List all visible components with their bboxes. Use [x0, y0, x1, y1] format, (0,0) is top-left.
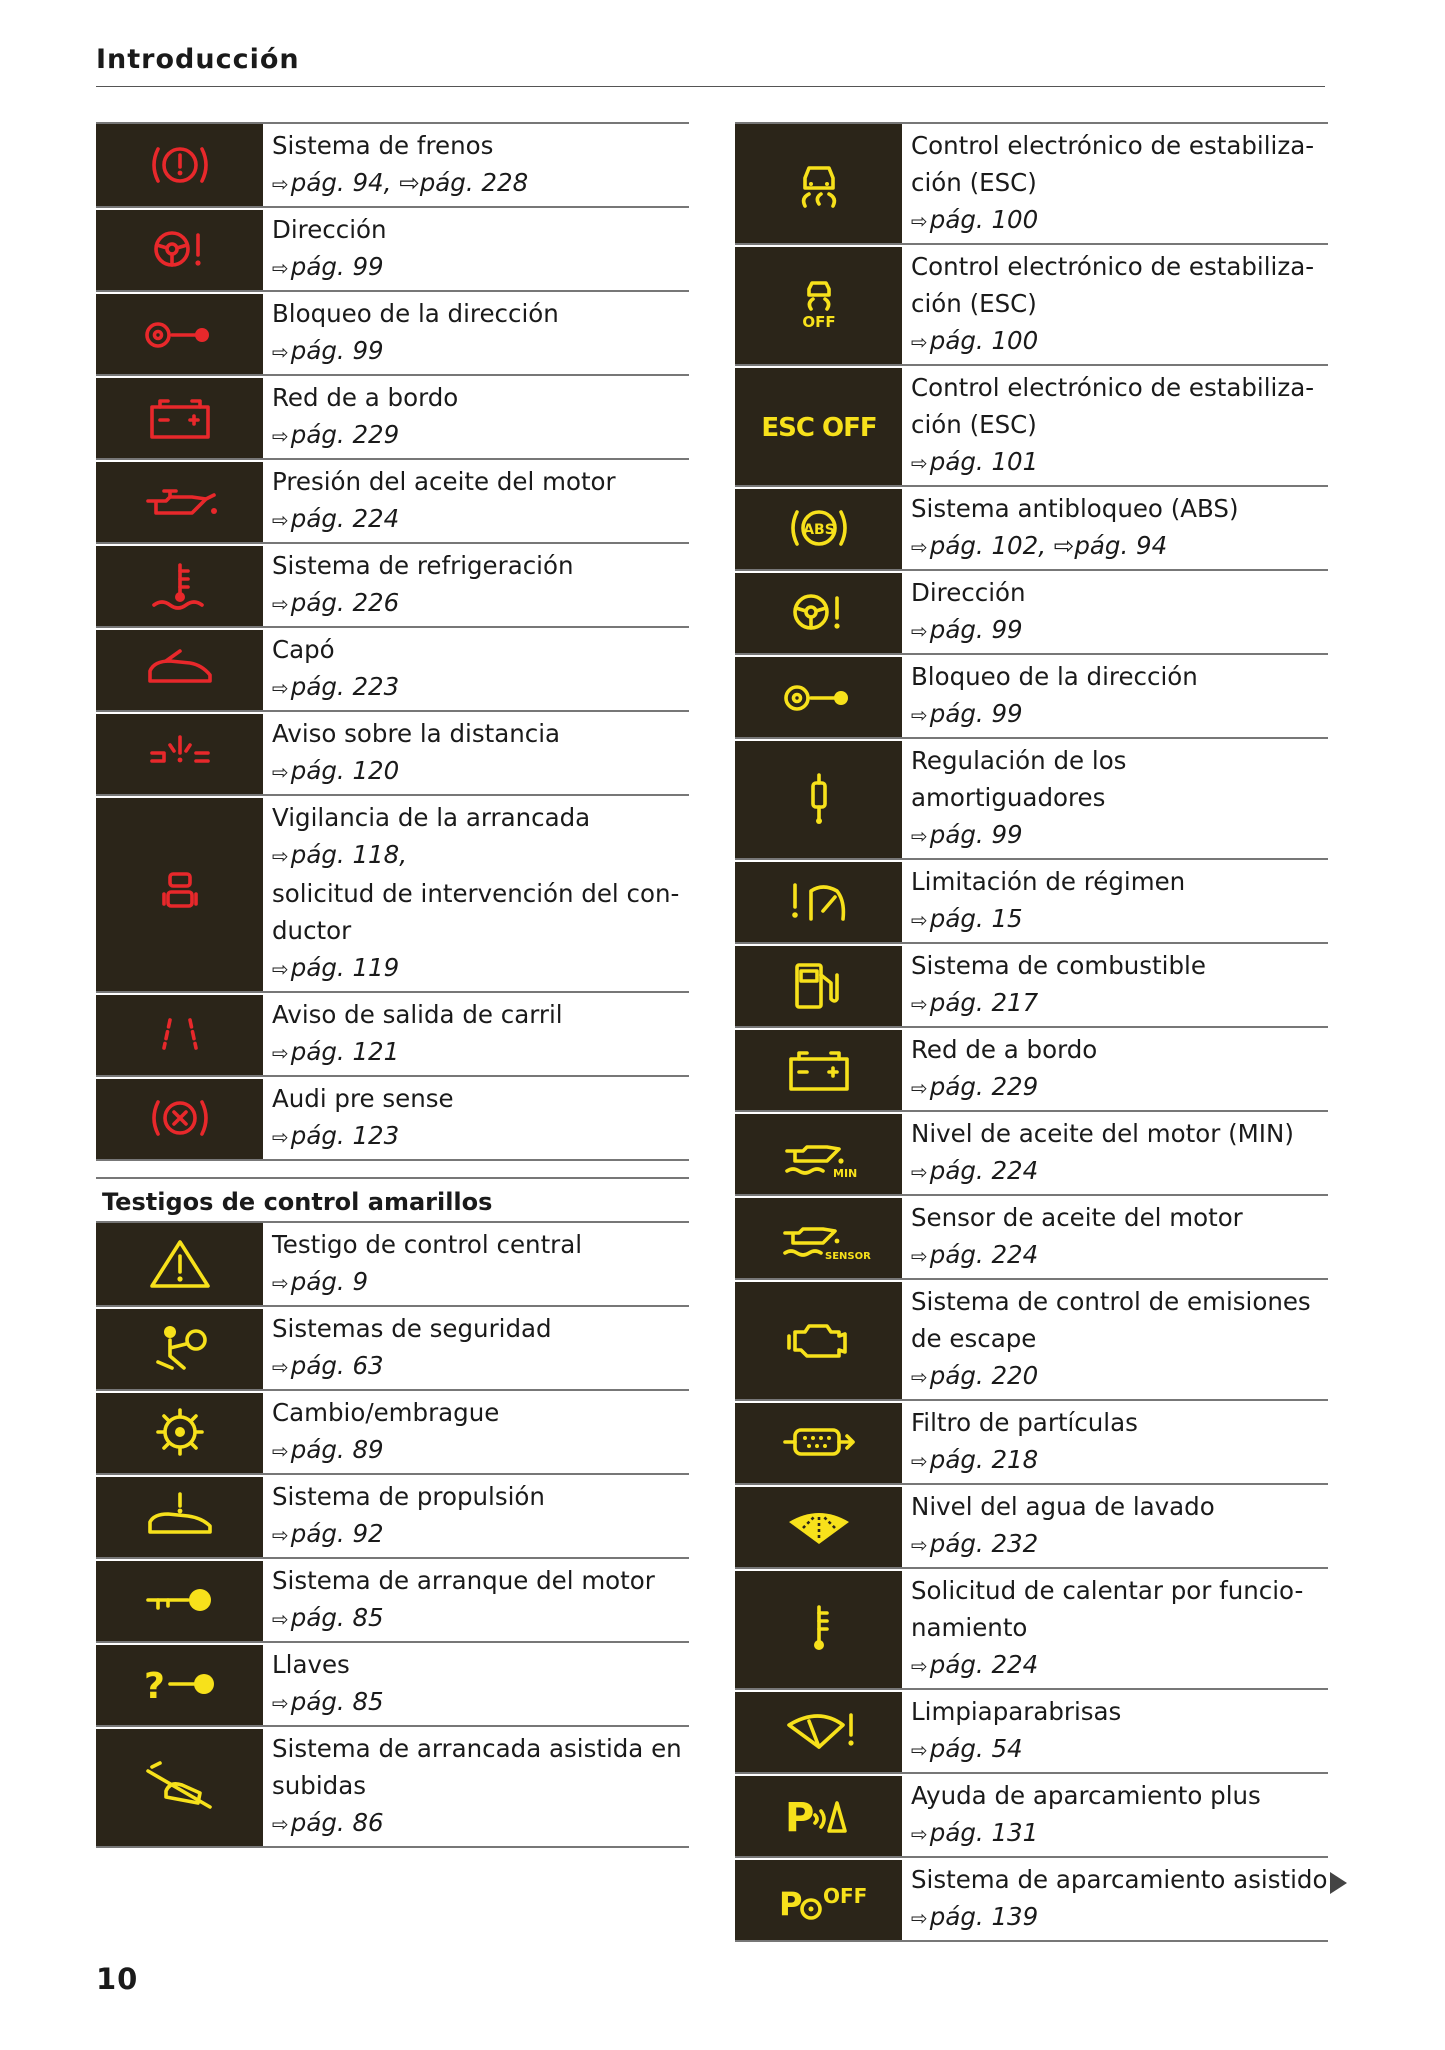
- warning-light-row: [735, 1690, 1328, 1774]
- page-reference-link[interactable]: [272, 1599, 689, 1638]
- warning-light-row: [735, 1569, 1328, 1690]
- warning-light-label: Red de a bordo: [911, 1035, 1098, 1064]
- page-reference-text: pág. 223: [290, 672, 400, 701]
- abs-icon: [735, 487, 903, 569]
- brake-icon: [96, 124, 264, 206]
- page-reference-text: pág. 15: [929, 904, 1023, 933]
- warning-light-label: Aviso sobre la distancia: [272, 719, 561, 748]
- reference-arrow-icon: ⇨: [272, 760, 289, 784]
- page-reference-link[interactable]: [272, 752, 689, 791]
- warning-light-row: [735, 1280, 1328, 1401]
- warning-light-label: Presión del aceite del motor: [272, 467, 616, 496]
- key-icon: [96, 1559, 264, 1641]
- warning-light-label: Regulación de los amortiguadores: [911, 746, 1127, 812]
- page-reference-link[interactable]: [272, 836, 689, 875]
- page-reference-text: pág. 131: [929, 1818, 1039, 1847]
- reference-arrow-icon: ⇨: [272, 1812, 289, 1836]
- reference-arrow-icon: ⇨: [272, 508, 289, 532]
- warning-light-description: [903, 1774, 1328, 1856]
- warning-light-description: [903, 1196, 1328, 1278]
- warning-light-description: [264, 544, 689, 626]
- warning-light-label: Sistema de propulsión: [272, 1482, 545, 1511]
- warning-light-row: [735, 571, 1328, 655]
- page-reference-text: pág. 224: [929, 1650, 1039, 1679]
- warning-light-label: Filtro de partículas: [911, 1408, 1138, 1437]
- page-reference-text: pág. 99: [290, 336, 384, 365]
- steering-warning-icon: [96, 208, 264, 290]
- page-reference-link[interactable]: [911, 1525, 1328, 1564]
- page-reference-text: pág. 99: [929, 820, 1023, 849]
- page-reference-text: pág. 120: [290, 756, 400, 785]
- warning-light-row: [96, 1307, 689, 1391]
- section-heading-yellow: Testigos de control amarillos: [96, 1177, 689, 1223]
- warning-light-description: [264, 1077, 689, 1159]
- warning-light-description: [264, 1223, 689, 1305]
- warning-light-label: solicitud de intervención del con-: [272, 879, 680, 908]
- page-reference-text: pág. 89: [290, 1435, 384, 1464]
- page-reference-link[interactable]: [911, 984, 1328, 1023]
- warning-light-description: [903, 1028, 1328, 1110]
- warning-light-description: [264, 1643, 689, 1725]
- engine-icon: [735, 1280, 903, 1399]
- page-reference-text: pág. 218: [929, 1445, 1039, 1474]
- warning-light-row: [735, 1028, 1328, 1112]
- warning-light-label: Ayuda de aparcamiento plus: [911, 1781, 1261, 1810]
- warning-light-label: ción (ESC): [911, 289, 1037, 318]
- reference-arrow-icon: ⇨: [272, 340, 289, 364]
- warning-light-row: [735, 245, 1328, 366]
- page-reference-text: pág. 99: [929, 699, 1023, 728]
- reference-arrow-icon: ⇨: [272, 592, 289, 616]
- warning-light-description: [903, 860, 1328, 942]
- page-reference-link[interactable]: [272, 1683, 689, 1722]
- warning-light-label: de escape: [911, 1324, 1037, 1353]
- warning-light-description: [264, 1307, 689, 1389]
- warning-light-row: [735, 1112, 1328, 1196]
- reference-arrow-icon: ⇨: [911, 1160, 928, 1184]
- warning-light-label: Dirección: [911, 578, 1026, 607]
- warning-light-description: [903, 245, 1328, 364]
- warning-light-label: Sistema de arranque del motor: [272, 1566, 655, 1595]
- warning-light-label: ción (ESC): [911, 168, 1037, 197]
- warning-light-description: [264, 1391, 689, 1473]
- warning-light-label: Sistema de control de emisiones: [911, 1287, 1311, 1316]
- warning-light-label: Sensor de aceite del motor: [911, 1203, 1243, 1232]
- page-reference-text: pág. 226: [290, 588, 400, 617]
- page-reference-text: pág. 63: [290, 1351, 384, 1380]
- svg-text:SENSOR: SENSOR: [824, 1251, 871, 1262]
- drivetrain-icon: [96, 1475, 264, 1557]
- esc-icon: [735, 124, 903, 243]
- page-reference-link[interactable]: [911, 695, 1328, 734]
- warning-light-label: Solicitud de calentar por funcio-: [911, 1576, 1304, 1605]
- page-reference-link[interactable]: [911, 611, 1328, 650]
- warning-light-description: [264, 376, 689, 458]
- page-reference-text: pág. 85: [290, 1687, 384, 1716]
- warning-light-description: [264, 993, 689, 1075]
- warning-light-row: [96, 1223, 689, 1307]
- warning-light-description: [264, 208, 689, 290]
- reference-arrow-icon: ⇨: [911, 1654, 928, 1678]
- reference-arrow-icon: ⇨: [911, 1365, 928, 1389]
- warning-light-label: subidas: [272, 1771, 366, 1800]
- page-reference-link[interactable]: [911, 816, 1328, 855]
- svg-text:OFF: OFF: [801, 312, 836, 331]
- airbag-icon: [96, 1307, 264, 1389]
- warning-light-label: Bloqueo de la dirección: [272, 299, 559, 328]
- warning-light-description: [903, 366, 1328, 485]
- page-reference-link[interactable]: [911, 443, 1328, 482]
- reference-arrow-icon: ⇨: [272, 1271, 289, 1295]
- page-reference-text: pág. 139: [929, 1902, 1039, 1931]
- svg-text:ABS: ABS: [802, 522, 835, 538]
- reference-arrow-icon: ⇨: [911, 535, 928, 559]
- page-reference-link[interactable]: [911, 322, 1328, 361]
- battery-icon: [735, 1028, 903, 1110]
- reference-arrow-icon: ⇨: [272, 1125, 289, 1149]
- reference-arrow-icon: ⇨: [272, 1691, 289, 1715]
- warning-light-label: Vigilancia de la arrancada: [272, 803, 591, 832]
- reference-arrow-icon: ⇨: [272, 1439, 289, 1463]
- reference-arrow-icon: ⇨: [911, 908, 928, 932]
- page-reference-text: pág. 121: [290, 1037, 400, 1066]
- wiper-icon: [735, 1690, 903, 1772]
- warmup-icon: [735, 1569, 903, 1688]
- warning-light-label: Limpiaparabrisas: [911, 1697, 1122, 1726]
- reference-arrow-icon: ⇨: [272, 172, 289, 196]
- page-reference-link[interactable]: [272, 1033, 689, 1072]
- page-reference-text: pág. 9: [290, 1267, 369, 1296]
- steering-lock-icon: [96, 292, 264, 374]
- warning-light-label: Sistema de arrancada asistida en: [272, 1734, 682, 1763]
- page-reference-link[interactable]: [911, 900, 1328, 939]
- warning-light-row: [96, 376, 689, 460]
- warning-light-row: [735, 860, 1328, 944]
- page-reference-link[interactable]: [911, 1357, 1328, 1396]
- page-reference-text: pág. 99: [929, 615, 1023, 644]
- page-reference-link[interactable]: [911, 1236, 1328, 1275]
- page-reference-link[interactable]: [272, 584, 689, 623]
- page-reference-link[interactable]: [911, 201, 1328, 240]
- page-reference-link[interactable]: [272, 332, 689, 371]
- oil-min-icon: [735, 1112, 903, 1194]
- warning-light-row: [735, 1774, 1328, 1858]
- reference-arrow-icon: ⇨: [911, 1449, 928, 1473]
- page-reference-link[interactable]: [911, 1898, 1328, 1937]
- warning-light-label: Control electrónico de estabiliza-: [911, 252, 1315, 281]
- page-reference-link[interactable]: [272, 416, 689, 455]
- page-header-title: Introducción: [96, 44, 300, 75]
- warning-light-row: [735, 1858, 1328, 1942]
- page-reference-text: pág. 224: [929, 1240, 1039, 1269]
- distance-warning-icon: [96, 712, 264, 794]
- svg-text:P: P: [784, 1795, 814, 1841]
- warning-light-label: Control electrónico de estabiliza-: [911, 131, 1315, 160]
- svg-text:P: P: [778, 1885, 802, 1923]
- park-steer-off-icon: [735, 1858, 903, 1940]
- warning-light-label: Llaves: [272, 1650, 350, 1679]
- page-reference-text: pág. 102, ⇨pág. 94: [929, 531, 1168, 560]
- next-page-arrow-icon[interactable]: [1330, 1872, 1347, 1894]
- washer-fluid-icon: [735, 1485, 903, 1567]
- reference-arrow-icon: ⇨: [272, 957, 289, 981]
- warning-light-label: Cambio/embrague: [272, 1398, 500, 1427]
- page-reference-link[interactable]: [911, 1441, 1328, 1480]
- page-reference-text: pág. 85: [290, 1603, 384, 1632]
- steering-warning-icon: [735, 571, 903, 653]
- oil-sensor-icon: [735, 1196, 903, 1278]
- warning-light-row: [735, 1485, 1328, 1569]
- warning-light-label: Audi pre sense: [272, 1084, 454, 1113]
- warning-light-row: [96, 292, 689, 376]
- page-reference-link[interactable]: [272, 1431, 689, 1470]
- page-reference-link[interactable]: [272, 1117, 689, 1156]
- warning-light-row: [96, 1077, 689, 1161]
- page-reference-text: pág. 217: [929, 988, 1039, 1017]
- warning-light-label: ción (ESC): [911, 410, 1037, 439]
- lane-departure-icon: [96, 993, 264, 1075]
- left-column: [96, 122, 689, 1848]
- battery-icon: [96, 376, 264, 458]
- warning-light-row: [735, 655, 1328, 739]
- gear-icon: [96, 1391, 264, 1473]
- reference-arrow-icon: ⇨: [911, 824, 928, 848]
- particle-filter-icon: [735, 1401, 903, 1483]
- warning-light-row: [96, 1559, 689, 1643]
- reference-arrow-icon: ⇨: [911, 1906, 928, 1930]
- warning-light-label: Limitación de régimen: [911, 867, 1186, 896]
- svg-text:OFF: OFF: [822, 1884, 867, 1908]
- page-reference-link[interactable]: [911, 527, 1328, 566]
- warning-light-label: Sistema de aparcamiento asistido: [911, 1865, 1328, 1894]
- warning-light-label: Capó: [272, 635, 335, 664]
- reference-arrow-icon: ⇨: [272, 676, 289, 700]
- reference-arrow-icon: ⇨: [272, 844, 289, 868]
- page-reference-text: pág. 229: [929, 1072, 1039, 1101]
- warning-light-row: [96, 544, 689, 628]
- warning-light-row: [735, 122, 1328, 245]
- warning-light-label: Sistema de refrigeración: [272, 551, 574, 580]
- page-reference-text: pág. 99: [290, 252, 384, 281]
- page-reference-text: pág. 101: [929, 447, 1039, 476]
- warning-light-label: Sistema de frenos: [272, 131, 494, 160]
- reference-arrow-icon: ⇨: [911, 703, 928, 727]
- page-reference-text: pág. 92: [290, 1519, 384, 1548]
- reference-arrow-icon: ⇨: [911, 1738, 928, 1762]
- page-reference-link[interactable]: [911, 1814, 1328, 1853]
- reference-arrow-icon: ⇨: [272, 1523, 289, 1547]
- warning-light-description: [264, 1727, 689, 1846]
- page-reference-link[interactable]: [911, 1646, 1328, 1685]
- reference-arrow-icon: ⇨: [911, 1822, 928, 1846]
- page-reference-link[interactable]: [911, 1068, 1328, 1107]
- warning-light-description: [903, 944, 1328, 1026]
- page-reference-link[interactable]: [272, 500, 689, 539]
- stop-go-icon: [96, 796, 264, 991]
- warning-light-description: [903, 571, 1328, 653]
- reference-arrow-icon: ⇨: [911, 1533, 928, 1557]
- reference-arrow-icon: ⇨: [272, 1041, 289, 1065]
- page-reference-text: pág. 220: [929, 1361, 1039, 1390]
- warning-light-description: [903, 1280, 1328, 1399]
- yellow-lights-table: [96, 1223, 689, 1848]
- warning-light-description: [903, 655, 1328, 737]
- warning-light-description: [903, 1858, 1328, 1940]
- warning-light-description: [903, 739, 1328, 858]
- svg-text:?: ?: [143, 1666, 165, 1707]
- steering-lock-icon: [735, 655, 903, 737]
- reference-arrow-icon: ⇨: [272, 1355, 289, 1379]
- page-reference-text: pág. 224: [929, 1156, 1039, 1185]
- reference-arrow-icon: ⇨: [272, 424, 289, 448]
- reference-arrow-icon: ⇨: [911, 1244, 928, 1268]
- page-reference-text: pág. 123: [290, 1121, 400, 1150]
- warning-light-row: [96, 1475, 689, 1559]
- page-reference-link[interactable]: [272, 1263, 689, 1302]
- reference-arrow-icon: ⇨: [272, 1607, 289, 1631]
- page-number: 10: [96, 1962, 139, 1996]
- page-reference-text: pág. 94, ⇨pág. 228: [290, 168, 529, 197]
- warning-light-description: [264, 124, 689, 206]
- warning-light-label: Testigo de control central: [272, 1230, 583, 1259]
- reference-arrow-icon: ⇨: [911, 451, 928, 475]
- reference-arrow-icon: ⇨: [911, 619, 928, 643]
- page-reference-link[interactable]: [272, 668, 689, 707]
- page-reference-link[interactable]: [272, 1515, 689, 1554]
- warning-light-label: ductor: [272, 916, 352, 945]
- oil-pressure-icon: [96, 460, 264, 542]
- pre-sense-icon: [96, 1077, 264, 1159]
- hill-start-icon: [96, 1727, 264, 1846]
- warning-light-description: [903, 1112, 1328, 1194]
- warning-light-row: [735, 487, 1328, 571]
- warning-light-row: [96, 628, 689, 712]
- reference-arrow-icon: ⇨: [911, 1076, 928, 1100]
- page-reference-link[interactable]: [911, 1152, 1328, 1191]
- warning-light-label: Dirección: [272, 215, 387, 244]
- warning-triangle-icon: [96, 1223, 264, 1305]
- page-reference-link[interactable]: [272, 949, 689, 988]
- warning-light-description: [264, 1559, 689, 1641]
- warning-light-description: [264, 796, 689, 991]
- page-reference-text: pág. 118,: [290, 840, 408, 869]
- page-reference-text: pág. 119: [290, 953, 400, 982]
- page-reference-link[interactable]: [272, 164, 689, 203]
- warning-light-row: [96, 1727, 689, 1848]
- warning-light-row: [96, 208, 689, 292]
- reference-arrow-icon: ⇨: [911, 330, 928, 354]
- svg-text:MIN: MIN: [832, 1167, 857, 1180]
- warning-light-description: [264, 628, 689, 710]
- svg-text:ESC OFF: ESC OFF: [760, 412, 877, 443]
- page-reference-text: pág. 224: [290, 504, 400, 533]
- page-reference-link[interactable]: [272, 1804, 689, 1843]
- header-divider: [96, 86, 1325, 87]
- warning-light-row: [735, 739, 1328, 860]
- esc-off-small-icon: [735, 245, 903, 364]
- warning-light-description: [264, 460, 689, 542]
- warning-light-description: [903, 1485, 1328, 1567]
- warning-light-description: [264, 712, 689, 794]
- warning-light-row: [96, 1391, 689, 1475]
- warning-light-description: [264, 1475, 689, 1557]
- warning-light-row: [96, 993, 689, 1077]
- warning-light-description: [264, 292, 689, 374]
- page-reference-text: pág. 100: [929, 326, 1039, 355]
- page-reference-text: pág. 54: [929, 1734, 1023, 1763]
- key-question-icon: [96, 1643, 264, 1725]
- fuel-icon: [735, 944, 903, 1026]
- page-reference-link[interactable]: [272, 248, 689, 287]
- reference-arrow-icon: ⇨: [272, 256, 289, 280]
- esc-off-text-icon: [735, 366, 903, 485]
- warning-light-label: Nivel del agua de lavado: [911, 1492, 1215, 1521]
- warning-light-description: [903, 487, 1328, 569]
- warning-light-description: [903, 124, 1328, 243]
- warning-light-description: [903, 1401, 1328, 1483]
- warning-light-row: [96, 1643, 689, 1727]
- reference-arrow-icon: ⇨: [911, 209, 928, 233]
- warning-light-label: Nivel de aceite del motor (MIN): [911, 1119, 1294, 1148]
- warning-light-row: [96, 796, 689, 993]
- park-assist-icon: [735, 1774, 903, 1856]
- warning-light-label: Red de a bordo: [272, 383, 459, 412]
- warning-light-row: [735, 944, 1328, 1028]
- page-reference-text: pág. 229: [290, 420, 400, 449]
- warning-light-label: Sistema antibloqueo (ABS): [911, 494, 1239, 523]
- warning-light-row: [96, 460, 689, 544]
- page-reference-text: pág. 86: [290, 1808, 384, 1837]
- warning-light-description: [903, 1569, 1328, 1688]
- right-column: [735, 122, 1328, 1942]
- warning-light-label: namiento: [911, 1613, 1028, 1642]
- warning-light-label: Bloqueo de la dirección: [911, 662, 1198, 691]
- rpm-limit-icon: [735, 860, 903, 942]
- warning-light-row: [96, 712, 689, 796]
- page-reference-text: pág. 232: [929, 1529, 1039, 1558]
- page-reference-link[interactable]: [911, 1730, 1328, 1769]
- warning-light-row: [735, 1401, 1328, 1485]
- shock-absorber-icon: [735, 739, 903, 858]
- warning-light-label: Sistemas de seguridad: [272, 1314, 552, 1343]
- page-reference-text: pág. 100: [929, 205, 1039, 234]
- coolant-icon: [96, 544, 264, 626]
- page-reference-link[interactable]: [272, 1347, 689, 1386]
- warning-light-row: [735, 366, 1328, 487]
- warning-light-label: Aviso de salida de carril: [272, 1000, 563, 1029]
- warning-light-label: Sistema de combustible: [911, 951, 1206, 980]
- warning-light-row: [96, 122, 689, 208]
- warning-light-row: [735, 1196, 1328, 1280]
- warning-light-label: Control electrónico de estabiliza-: [911, 373, 1315, 402]
- hood-icon: [96, 628, 264, 710]
- warning-light-description: [903, 1690, 1328, 1772]
- reference-arrow-icon: ⇨: [911, 992, 928, 1016]
